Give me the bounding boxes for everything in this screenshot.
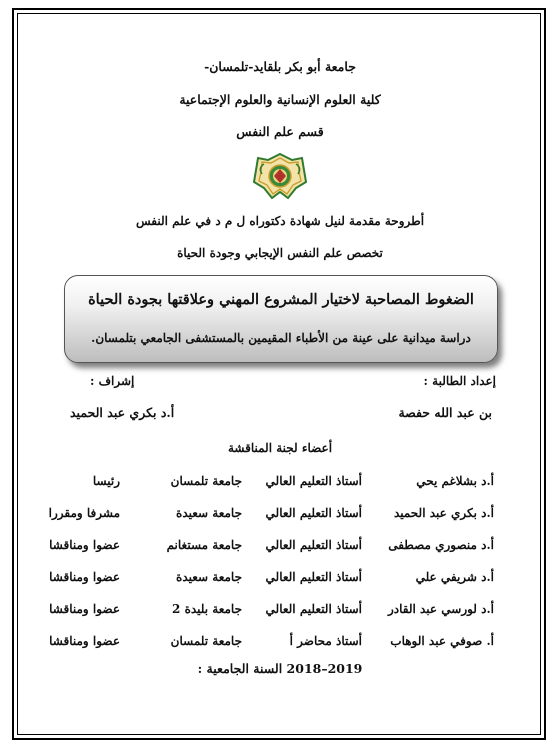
supervisor-name: أ.د بكري عبد الحميد — [70, 405, 175, 420]
preparation-label: إعداد الطالبة : — [423, 374, 496, 388]
faculty-name: كلية العلوم الإنسانية والعلوم الإجتماعية — [179, 92, 381, 107]
committee-title: أعضاء لجنة المناقشة — [227, 441, 333, 455]
degree-statement: أطروحة مقدمة لنيل شهادة دكتوراه ل م د في علم النفس — [135, 214, 425, 228]
member-name: أ.د لورسي عبد القادر — [387, 602, 494, 616]
member-university: جامعة سعيدة — [176, 506, 242, 520]
member-role: عضوا ومناقشا — [49, 538, 120, 552]
supervision-label: إشراف : — [90, 374, 135, 388]
member-rank: أستاذ التعليم العالي — [265, 570, 362, 584]
student-name: بن عبد الله حفصة — [398, 405, 492, 420]
department-name: قسم علم النفس — [236, 124, 324, 139]
member-role: مشرفا ومقررا — [48, 506, 120, 520]
academic-year-label: السنة الجامعية : — [197, 661, 283, 676]
committee-row — [0, 570, 560, 592]
member-name: أ.د منصوري مصطفى — [388, 538, 494, 552]
member-university: جامعة تلمسان — [170, 474, 242, 488]
committee-row — [0, 474, 560, 496]
committee-row — [0, 538, 560, 560]
member-university: جامعة مستغانم — [166, 538, 242, 552]
member-rank: أستاذ التعليم العالي — [265, 538, 362, 552]
member-role: رئيسا — [92, 474, 120, 488]
member-university: جامعة تلمسان — [170, 634, 242, 648]
university-name: جامعة أبو بكر بلقايد-تلمسان- — [204, 59, 356, 74]
committee-row — [0, 506, 560, 528]
thesis-title-box — [64, 275, 498, 363]
member-university: جامعة سعيدة — [176, 570, 242, 584]
committee-row — [0, 634, 560, 656]
member-name: أ.د بكري عبد الحميد — [393, 506, 494, 520]
academic-year — [0, 661, 560, 676]
member-name: أ. صوفي عبد الوهاب — [390, 634, 494, 648]
university-emblem-icon — [252, 152, 308, 200]
thesis-title: الضغوط المصاحبة لاختيار المشروع المهني وعلاقتها بجودة الحياة — [88, 291, 474, 308]
member-role: عضوا ومناقشا — [49, 634, 120, 648]
member-name: أ.د شريفي علي — [415, 570, 494, 584]
committee-row — [0, 602, 560, 624]
member-rank: أستاذ التعليم العالي — [265, 602, 362, 616]
member-university: جامعة بليدة 2 — [172, 602, 242, 616]
academic-year-value: 2018–2019 — [286, 661, 363, 676]
member-rank: أستاذ التعليم العالي — [265, 506, 362, 520]
specialty: تخصص علم النفس الإيجابي وجودة الحياة — [177, 246, 383, 260]
member-rank: أستاذ التعليم العالي — [265, 474, 362, 488]
member-role: عضوا ومناقشا — [49, 570, 120, 584]
member-name: أ.د بشلاغم يحي — [416, 474, 494, 488]
thesis-subtitle: دراسة ميدانية على عينة من الأطباء المقيمين بالمستشفى الجامعي بتلمسان. — [91, 331, 471, 345]
member-rank: أستاذ محاضر أ — [289, 634, 362, 648]
member-role: عضوا ومناقشا — [49, 602, 120, 616]
